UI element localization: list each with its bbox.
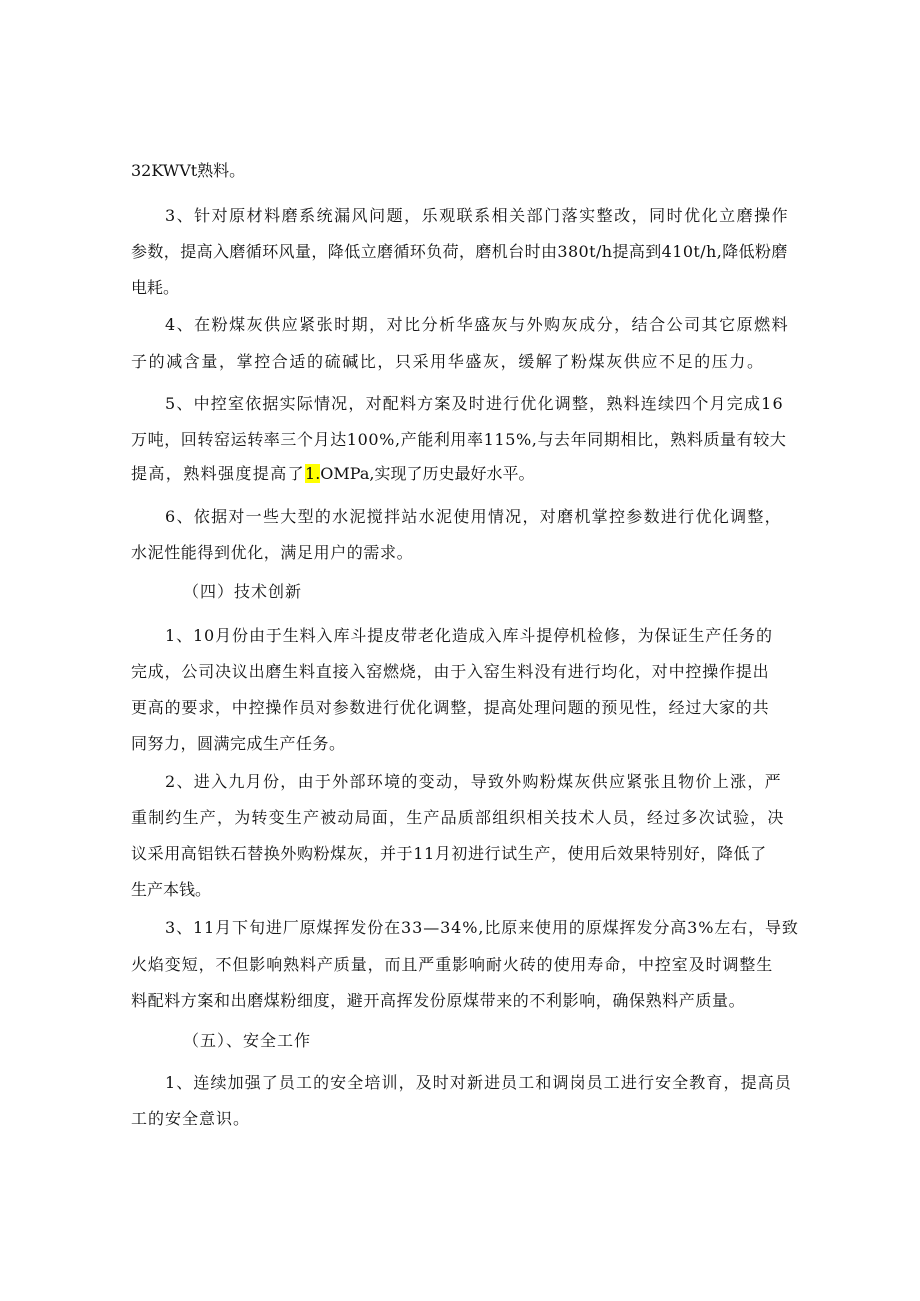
- text-line: 参数，提高入磨循环风量，降低立磨循环负荷，磨机台时由380t/h提高到410t/h,降低粉磨: [131, 242, 788, 261]
- text-line: 议采用高铝铁石替换外购粉煤灰，并于11月初进行试生产，使用后效果特别好，降低了: [131, 844, 767, 863]
- highlighted-line: [131, 464, 534, 484]
- text-line: 3、11月下旬进厂原煤挥发份在33—34%,比原来使用的原煤挥发分高3%左右，导致: [165, 918, 799, 937]
- text-line: 2、进入九月份，由于外部环境的变动，导致外购粉煤灰供应紧张且物价上涨，严: [165, 772, 782, 791]
- text-line: 生产本钱。: [131, 880, 212, 899]
- section-heading: （四）技术创新: [183, 582, 303, 601]
- text-line: 1、连续加强了员工的安全培训，及时对新进员工和调岗员工进行安全教育，提高员: [165, 1073, 792, 1092]
- text-line: 32KWVt熟料。: [131, 161, 246, 180]
- text-line: 电耗。: [131, 278, 180, 297]
- text-line: 1、10月份由于生料入库斗提皮带老化造成入库斗提停机检修，为保证生产任务的: [165, 626, 773, 645]
- text-line: 水泥性能得到优化，满足用户的需求。: [131, 543, 414, 562]
- text-line: 3、针对原材料磨系统漏风问题，乐观联系相关部门落实整改，同时优化立磨操作: [165, 206, 790, 225]
- section-heading: （五）、安全工作: [183, 1031, 312, 1050]
- text-segment: OMPa,实现了历史最好水平。: [320, 464, 535, 483]
- text-line: 重制约生产，为转变生产被动局面，生产品质部组织相关技术人员，经过多次试验，决: [131, 808, 785, 827]
- text-line: 子的减含量，掌控合适的硫碱比，只采用华盛灰，缓解了粉煤灰供应不足的压力。: [131, 352, 765, 371]
- text-line: 4、在粉煤灰供应紧张时期，对比分析华盛灰与外购灰成分，结合公司其它原燃料: [165, 315, 790, 334]
- text-line: 6、依据对一些大型的水泥搅拌站水泥使用情况，对磨机掌控参数进行优化调整，: [165, 507, 782, 526]
- text-line: 更高的要求，中控操作员对参数进行优化调整，提高处理问题的预见性，经过大家的共: [131, 698, 770, 717]
- text-line: 万吨，回转窑运转率三个月达100%,产能利用率115%,与去年同期相比，熟料质量有较大: [131, 430, 787, 449]
- text-line: 同努力，圆满完成生产任务。: [131, 734, 346, 753]
- text-line: 火焰变短，不但影响熟料产质量，而且严重影响耐火砖的使用寿命，中控室及时调整生: [131, 955, 774, 974]
- text-line: 料配料方案和出磨煤粉细度，避开高挥发份原煤带来的不利影响，确保熟料产质量。: [131, 991, 746, 1010]
- highlight-mark: 1.: [305, 464, 321, 483]
- text-segment: 提高，熟料强度提高了: [131, 464, 306, 483]
- text-line: 工的安全意识。: [131, 1109, 251, 1128]
- text-line: 5、中控室依据实际情况，对配料方案及时进行优化调整，熟料连续四个月完成16: [165, 394, 784, 413]
- text-line: 完成，公司决议出磨生料直接入窑燃烧，由于入窑生料没有进行均化，对中控操作提出: [131, 662, 770, 681]
